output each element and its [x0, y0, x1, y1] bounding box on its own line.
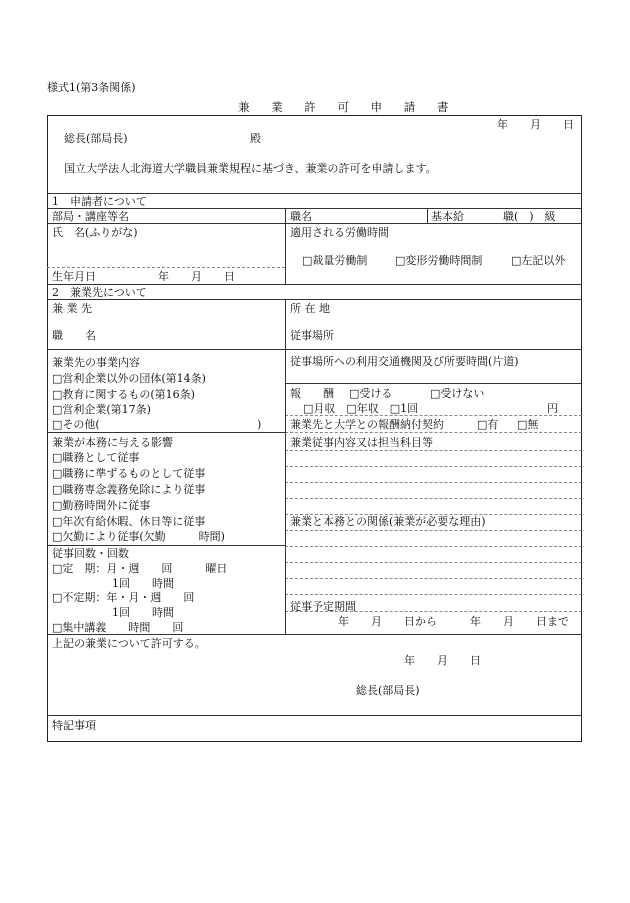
approval-signer: 総長(部局長): [356, 684, 420, 697]
business-option-forprofit[interactable]: □営利企業(第17条): [52, 403, 151, 416]
rule: [47, 223, 582, 224]
impact-label: 兼業が本務に与える影響: [52, 436, 173, 449]
frequency-fixed-option[interactable]: □定 期：月・週 回 曜日: [52, 562, 228, 575]
impact-option-duty[interactable]: □職務として従事: [52, 451, 140, 464]
addressee: 総長(部局長): [64, 132, 128, 145]
column-divider: [285, 208, 286, 284]
form-code: 様式1(第3条関係): [47, 81, 136, 94]
rule: [47, 208, 582, 209]
dashed-rule: [285, 546, 582, 547]
intro-text: 国立大学法人北海道大学職員兼業規程に基づき、兼業の許可を申請します。: [64, 162, 437, 175]
rule: [47, 432, 285, 433]
impact-option-offhours[interactable]: □勤務時間外に従事: [52, 499, 151, 512]
impact-option-absence[interactable]: □欠勤により従事(欠勤 時間): [52, 530, 225, 543]
employer-position-label: 職 名: [52, 329, 96, 342]
reward-type-options[interactable]: □月収 □年収 □1回: [303, 402, 419, 415]
contract-no-option[interactable]: □無: [517, 418, 539, 431]
rule: [47, 193, 582, 194]
business-option-other[interactable]: □その他(: [52, 418, 100, 431]
dashed-rule: [285, 482, 582, 483]
contract-yes-option[interactable]: □有: [477, 418, 499, 431]
frequency-irregular-time: 1回 時間: [112, 606, 174, 619]
dashed-rule: [285, 415, 582, 416]
rule: [285, 383, 582, 384]
relation-label: 兼業と本務との関係(兼業が必要な理由): [290, 515, 486, 528]
salary-label: 基本給: [431, 210, 464, 223]
dashed-rule: [285, 562, 582, 563]
reward-not-option[interactable]: □受けない: [430, 387, 485, 400]
impact-option-leave[interactable]: □年次有給休暇、休日等に従事: [52, 515, 206, 528]
dashed-rule: [285, 432, 582, 433]
birth-label: 生年月日: [52, 270, 96, 283]
business-option-nonprofit[interactable]: □営利企業以外の団体(第14条): [52, 372, 206, 385]
section1-heading: 1 申請者について: [52, 195, 147, 208]
yen-unit: 円: [547, 402, 558, 415]
rule: [47, 284, 582, 285]
reward-label: 報 酬: [290, 387, 334, 400]
frequency-intensive-option[interactable]: □集中講義 時間 回: [52, 621, 184, 634]
period-label: 従事予定期間: [290, 600, 356, 613]
frequency-irregular-option[interactable]: □不定期：年・月・週 回: [52, 591, 195, 604]
rule: [47, 634, 582, 635]
business-label: 兼業先の事業内容: [52, 356, 140, 369]
dashed-rule: [285, 530, 582, 531]
reward-receive-option[interactable]: □受ける: [349, 387, 393, 400]
duty-label: 兼業従事内容又は担当科目等: [290, 436, 433, 449]
transport-label: 従事場所への利用交通機関及び所要時間(片道): [290, 355, 519, 368]
employer-label: 兼 業 先: [52, 302, 92, 315]
dashed-rule: [47, 267, 285, 268]
business-option-education[interactable]: □教育に関するもの(第16条): [52, 388, 195, 401]
frequency-fixed-time: 1回 時間: [112, 577, 174, 590]
dashed-rule: [285, 498, 582, 499]
frequency-label: 従事回数・回数: [52, 547, 129, 560]
work-option-other[interactable]: □左記以外: [511, 254, 566, 267]
column-divider: [427, 208, 428, 223]
dept-label: 部局・講座等名: [52, 210, 129, 223]
form-title: 兼 業 許 可 申 請 書: [238, 100, 458, 114]
name-label: 氏 名(ふりがな): [52, 226, 138, 239]
work-option-variable[interactable]: □変形労働時間制: [395, 254, 483, 267]
honorific: 殿: [250, 132, 261, 145]
impact-option-exemption[interactable]: □職務専念義務免除により従事: [52, 483, 206, 496]
workplace-label: 従事場所: [290, 329, 334, 342]
notes-label: 特記事項: [52, 719, 96, 732]
position-label: 職名: [290, 210, 312, 223]
rule: [47, 715, 582, 716]
approval-date: 年 月 日: [404, 654, 481, 667]
contract-label: 兼業先と大学との報酬納付契約: [290, 418, 444, 431]
rule: [47, 349, 582, 350]
impact-option-quasi[interactable]: □職務に準ずるものとして従事: [52, 467, 206, 480]
dashed-rule: [285, 450, 582, 451]
dashed-rule: [285, 578, 582, 579]
salary-value: 職( ) 級: [503, 210, 556, 223]
location-label: 所 在 地: [290, 302, 330, 315]
approval-text: 上記の兼業について許可する。: [52, 637, 206, 650]
section2-heading: 2 兼業先について: [52, 286, 147, 299]
rule: [47, 545, 285, 546]
dashed-rule: [285, 466, 582, 467]
other-close-paren: ): [257, 418, 262, 431]
birth-value: 年 月 日: [158, 270, 235, 283]
work-option-discretionary[interactable]: □裁量労働制: [302, 254, 368, 267]
rule: [47, 299, 582, 300]
application-date: 年 月 日: [497, 118, 574, 131]
dashed-rule: [285, 594, 582, 595]
column-divider: [285, 299, 286, 634]
period-value: 年 月 日から 年 月 日まで: [338, 615, 569, 628]
work-time-label: 適用される労働時間: [290, 226, 389, 239]
